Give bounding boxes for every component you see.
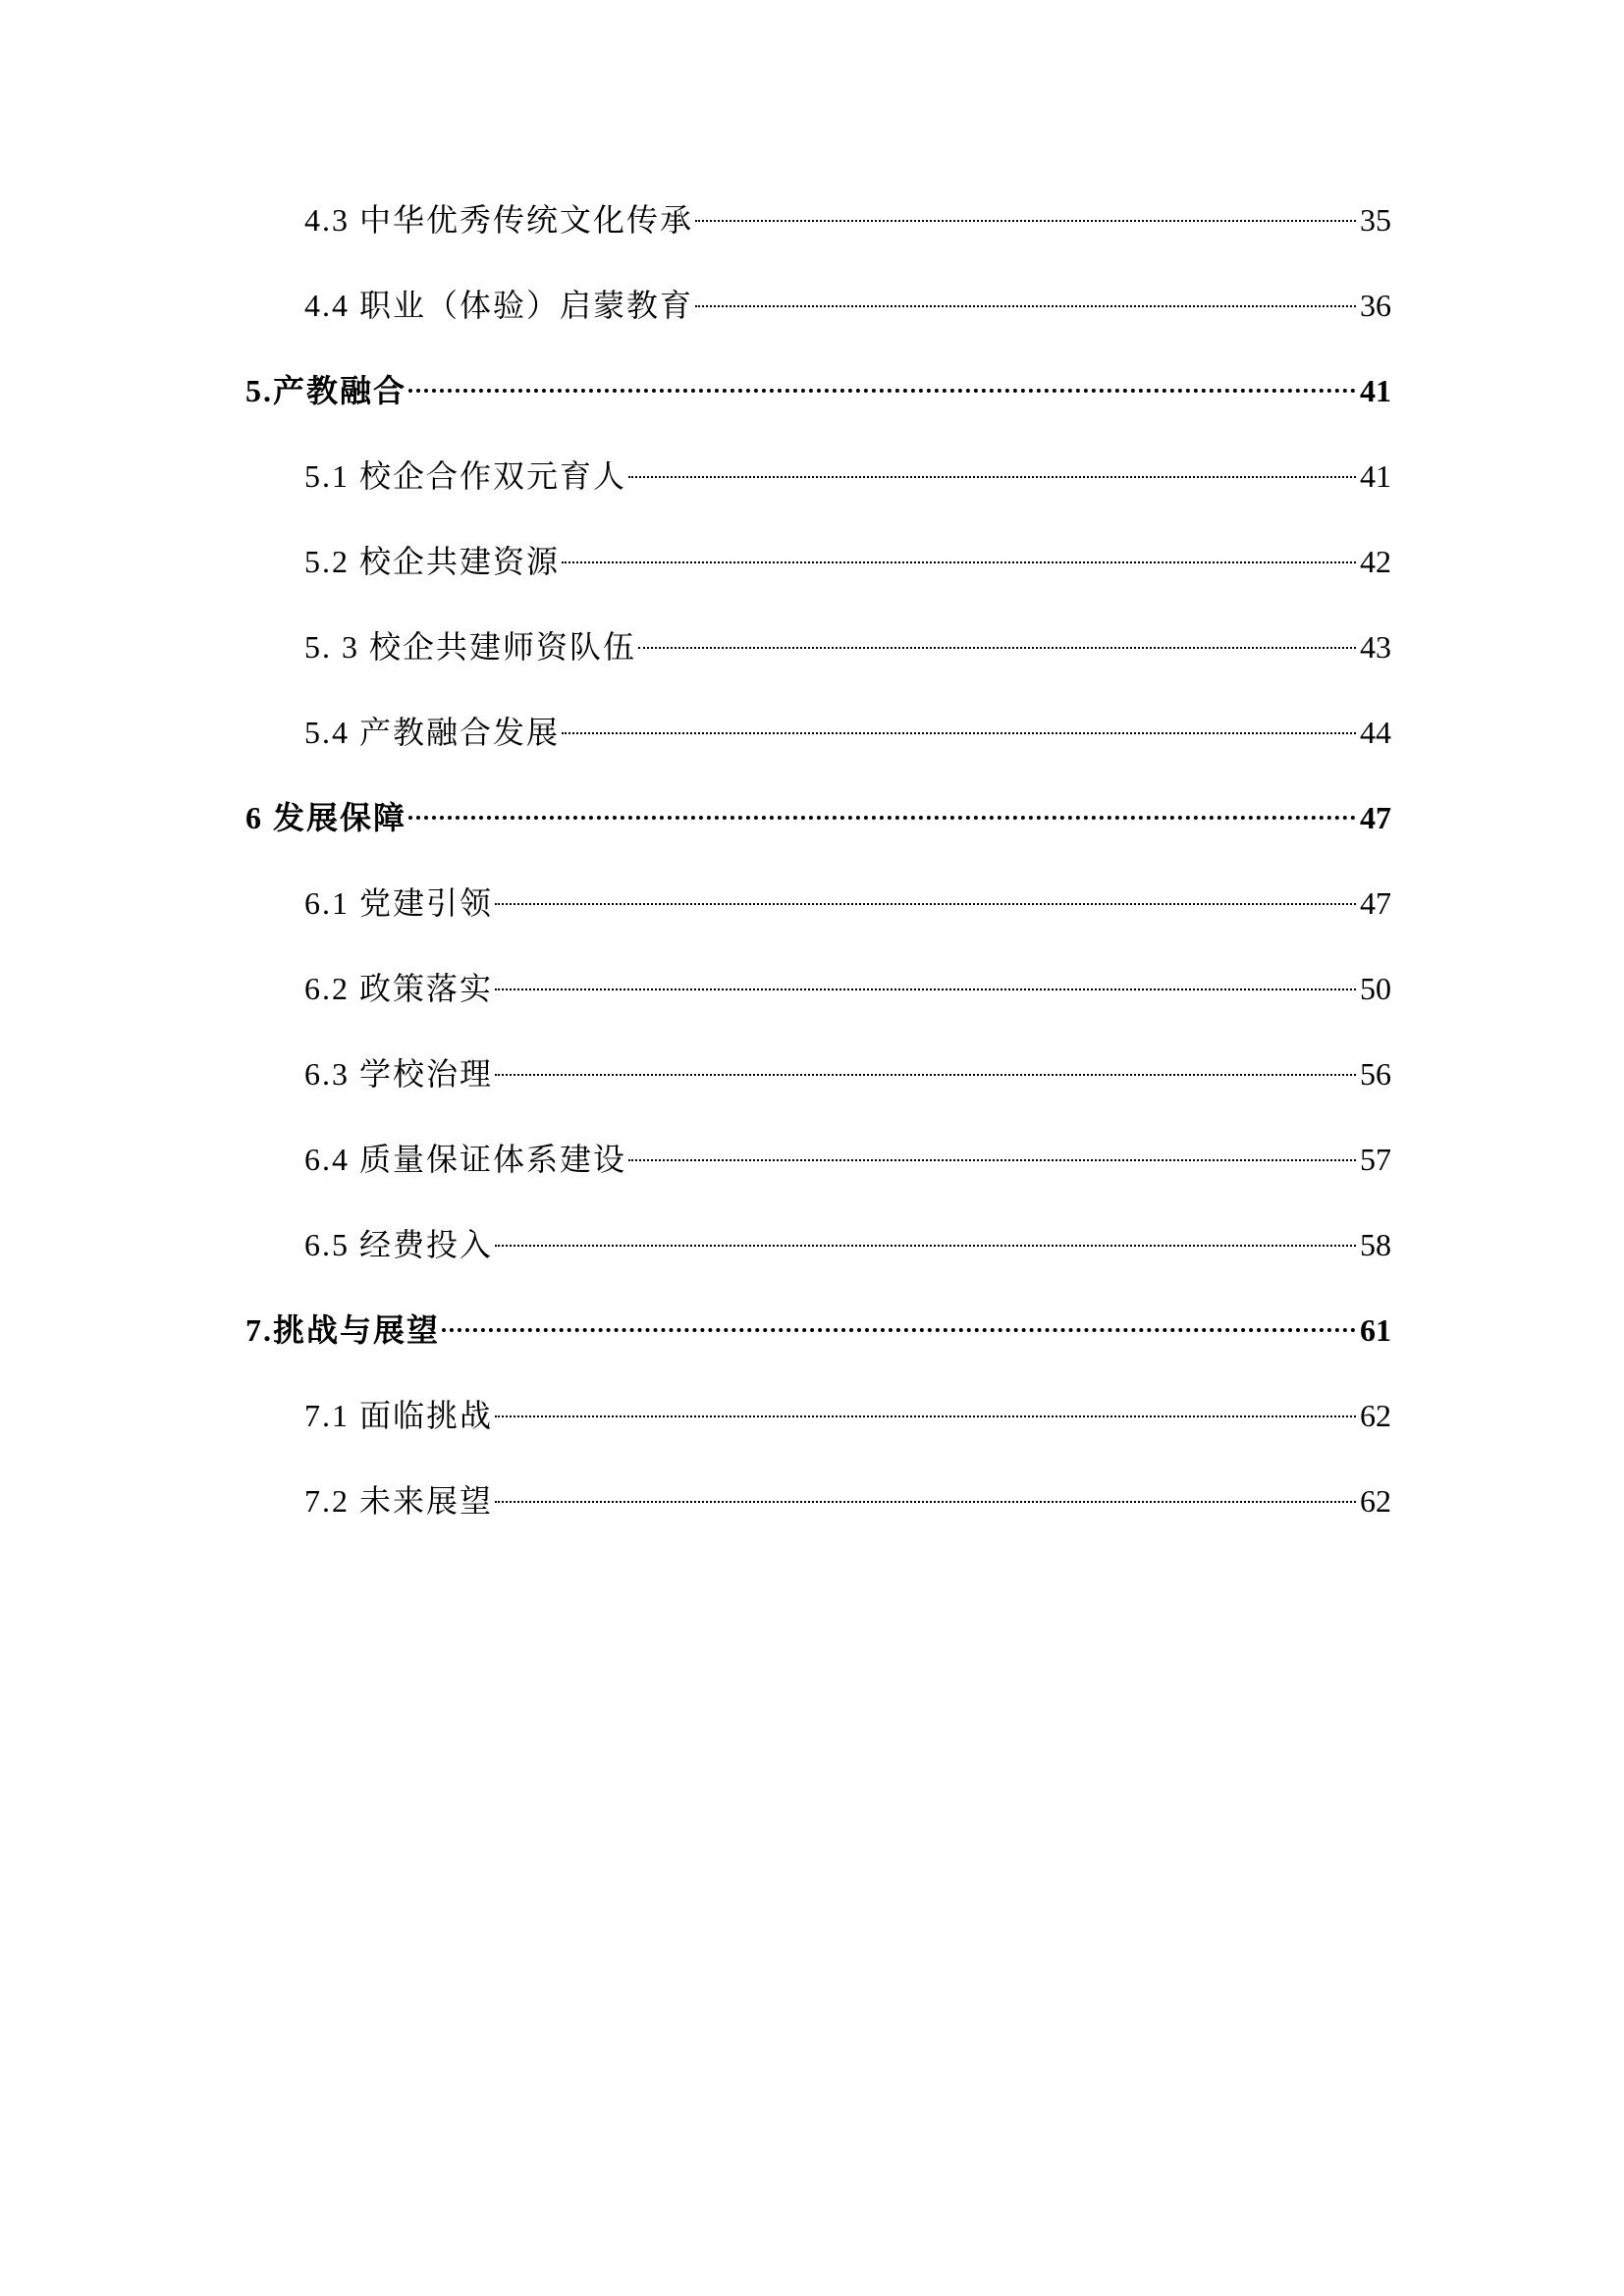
toc-entry-4-4[interactable] bbox=[304, 282, 1391, 329]
toc-entry-5[interactable] bbox=[245, 367, 1391, 414]
toc-dot-leader bbox=[495, 988, 1356, 990]
toc-entry-label: 6.2 政策落实 bbox=[304, 971, 494, 1006]
toc-page-number: 42 bbox=[1360, 544, 1391, 579]
toc-entry-label: 5. 3 校企共建师资队伍 bbox=[304, 629, 637, 665]
toc-page-number: 41 bbox=[1360, 458, 1391, 494]
toc-page-number: 61 bbox=[1360, 1312, 1391, 1348]
toc-entry-label: 7.1 面临挑战 bbox=[304, 1398, 494, 1433]
toc-dot-leader bbox=[495, 1074, 1356, 1076]
toc-entry-label: 6.4 质量保证体系建设 bbox=[304, 1142, 627, 1177]
toc-page-number: 62 bbox=[1360, 1483, 1391, 1519]
toc-entry-5-3[interactable] bbox=[304, 623, 1391, 670]
toc-page-number: 62 bbox=[1360, 1398, 1391, 1433]
toc-entry-label: 6.5 经费投入 bbox=[304, 1227, 494, 1262]
toc-entry-5-2[interactable] bbox=[304, 538, 1391, 585]
toc-page-number: 47 bbox=[1360, 800, 1391, 835]
toc-entry-4-3[interactable] bbox=[304, 196, 1391, 243]
toc-page-number: 41 bbox=[1360, 373, 1391, 408]
toc-entry-label: 7.挑战与展望 bbox=[245, 1312, 441, 1348]
toc-entry-label: 4.3 中华优秀传统文化传承 bbox=[304, 202, 694, 238]
toc-dot-leader bbox=[495, 1415, 1356, 1417]
toc-page-number: 35 bbox=[1360, 202, 1391, 238]
toc-dot-leader bbox=[695, 220, 1356, 222]
toc-entry-5-1[interactable] bbox=[304, 453, 1391, 500]
toc-entry-label: 6.1 党建引领 bbox=[304, 885, 494, 921]
toc-page-number: 47 bbox=[1360, 885, 1391, 921]
toc-entry-7[interactable] bbox=[245, 1307, 1391, 1354]
toc-entry-label: 7.2 未来展望 bbox=[304, 1483, 494, 1519]
toc-dot-leader bbox=[495, 903, 1356, 905]
toc-entry-6-5[interactable] bbox=[304, 1221, 1391, 1268]
toc-page-number: 57 bbox=[1360, 1142, 1391, 1177]
toc-dot-leader bbox=[628, 1159, 1356, 1161]
toc-dot-leader bbox=[408, 816, 1356, 820]
toc-entry-label: 6.3 学校治理 bbox=[304, 1056, 494, 1092]
toc-entry-label: 5.2 校企共建资源 bbox=[304, 544, 561, 579]
toc-entry-7-1[interactable] bbox=[304, 1392, 1391, 1439]
toc-page-number: 58 bbox=[1360, 1227, 1391, 1262]
toc-entry-6[interactable] bbox=[245, 794, 1391, 841]
toc-entry-5-4[interactable] bbox=[304, 709, 1391, 756]
toc-entry-6-2[interactable] bbox=[304, 965, 1391, 1012]
toc-page-number: 36 bbox=[1360, 288, 1391, 323]
toc-dot-leader bbox=[442, 1328, 1356, 1332]
toc-entry-label: 5.4 产教融合发展 bbox=[304, 715, 561, 750]
toc-entry-6-4[interactable] bbox=[304, 1136, 1391, 1183]
toc-dot-leader bbox=[628, 476, 1356, 478]
toc-dot-leader bbox=[495, 1245, 1356, 1247]
toc-entry-6-3[interactable] bbox=[304, 1050, 1391, 1097]
toc-page-number: 50 bbox=[1360, 971, 1391, 1006]
toc-entry-label: 5.1 校企合作双元育人 bbox=[304, 458, 627, 494]
toc-dot-leader bbox=[695, 305, 1356, 307]
toc-entry-6-1[interactable] bbox=[304, 880, 1391, 927]
toc-dot-leader bbox=[638, 647, 1356, 649]
toc-dot-leader bbox=[562, 561, 1356, 563]
toc-dot-leader bbox=[562, 732, 1356, 734]
toc-dot-leader bbox=[495, 1501, 1356, 1503]
toc-page-number: 43 bbox=[1360, 629, 1391, 665]
toc-dot-leader bbox=[408, 389, 1356, 393]
toc-page-number: 44 bbox=[1360, 715, 1391, 750]
toc-entry-label: 4.4 职业（体验）启蒙教育 bbox=[304, 288, 694, 323]
toc-page-number: 56 bbox=[1360, 1056, 1391, 1092]
toc-entry-label: 5.产教融合 bbox=[245, 373, 407, 408]
toc-entry-label: 6 发展保障 bbox=[245, 800, 407, 835]
toc-entry-7-2[interactable] bbox=[304, 1477, 1391, 1524]
